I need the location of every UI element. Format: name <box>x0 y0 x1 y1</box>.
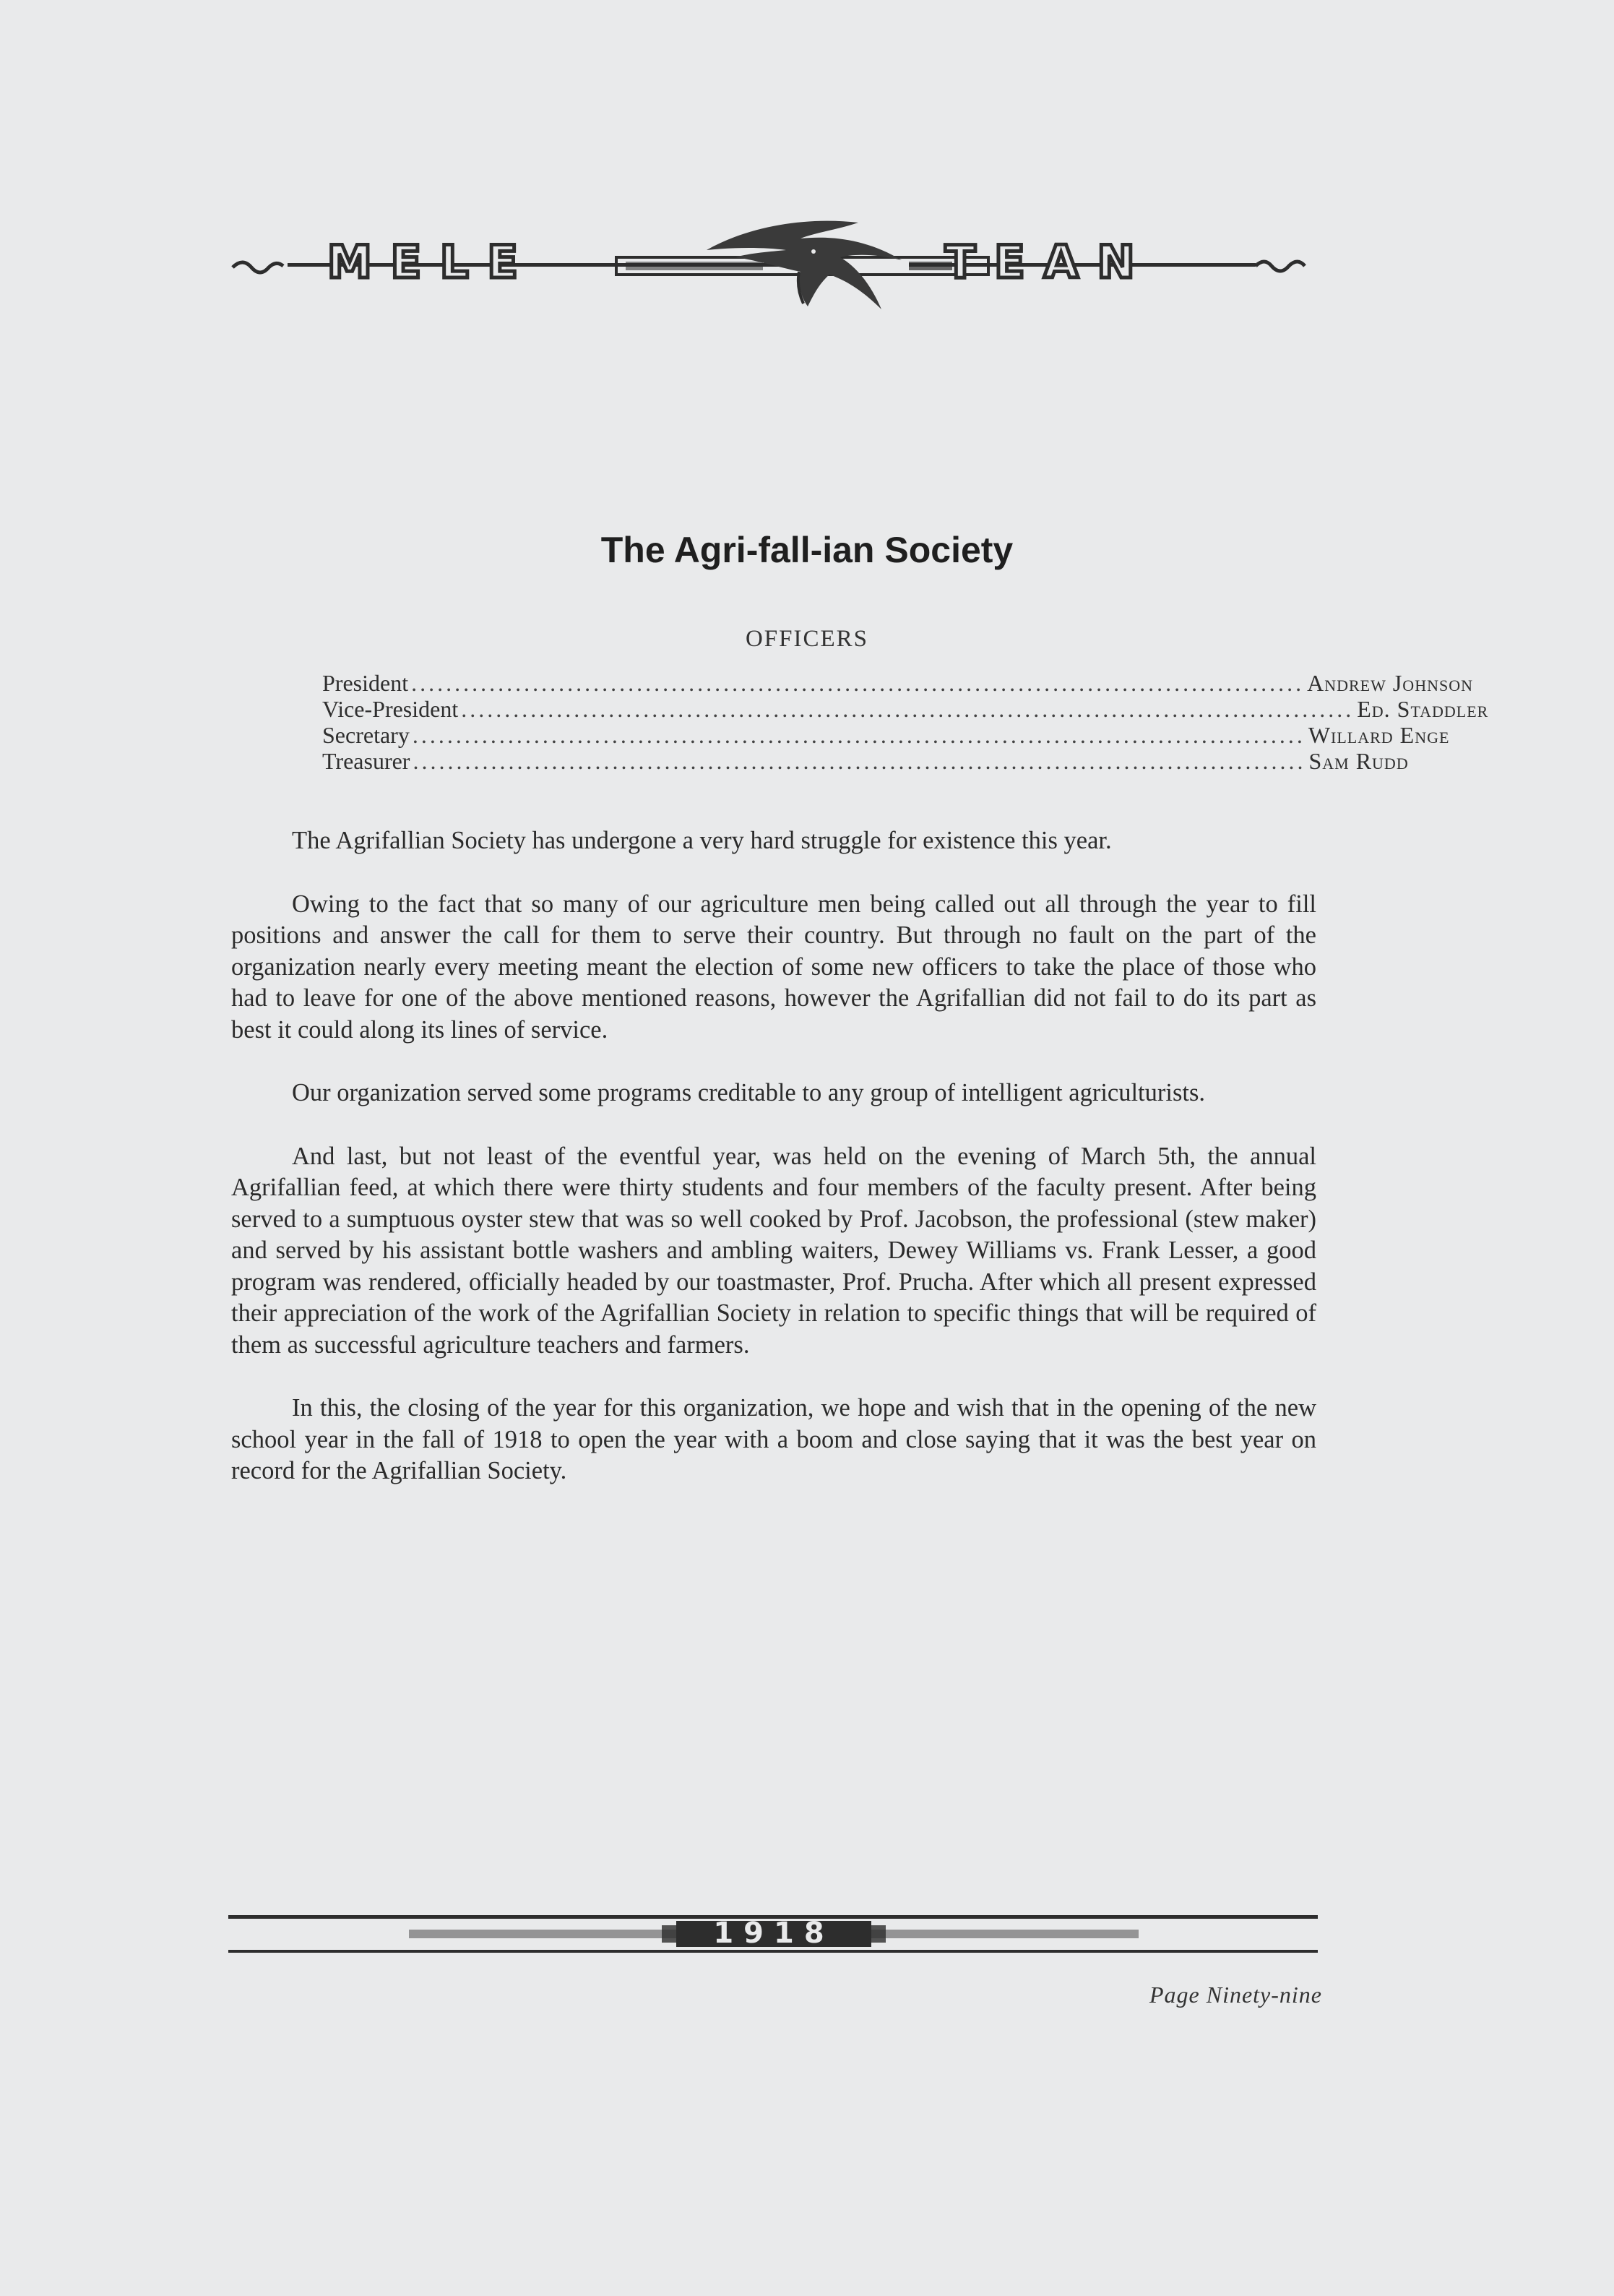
paragraph: The Agrifallian Society has undergone a very hard struggle for existence this year. <box>292 827 1112 854</box>
officer-name: Sam Rudd <box>1308 748 1409 774</box>
footer-year: 1918 <box>713 1917 834 1950</box>
page-title: The Agri-fall-ian Society <box>600 530 1014 570</box>
officer-row-president <box>322 670 1473 696</box>
officer-role: Treasurer <box>322 748 410 774</box>
officer-role: Vice-President <box>322 696 459 722</box>
paragraph: Our organization served some programs creditable to any group of intelligent agriculturists. <box>292 1079 1206 1106</box>
eagle-icon <box>692 217 938 314</box>
footer-ornament <box>228 1908 1318 1960</box>
masthead-left-word: MELE <box>327 236 537 288</box>
officers-list <box>322 670 1489 774</box>
officer-role: Secretary <box>322 722 410 748</box>
page-number: Page Ninety-nine <box>1149 1982 1322 2008</box>
officer-name: Andrew Johnson <box>1307 670 1473 696</box>
masthead-right-word: TEAN <box>945 236 1154 288</box>
officer-row-secretary <box>322 722 1450 748</box>
officer-name: Ed. Staddler <box>1357 696 1489 722</box>
officer-row-vice-president <box>322 696 1489 722</box>
paragraph: And last, but not least of the eventful year, was held on the evening of March 5th, the annual Agrifallian feed, at which there were thirty students and four members of the faculty present. After being served to a sumptuous oyster stew that was so well cooked by Prof. Jacobson, the professional (stew maker) and served by his assistant bottle washers and ambling waiters, Dewey Williams vs. Frank Lesser, a good program was rendered, officially headed by our toastmaster, Prof. Prucha. After which all present expressed their appreciation of the work of the Agrifallian Society in relation to specific things that will be required of them as successful agriculture teachers and farmers. <box>231 1142 1316 1359</box>
paragraph: Owing to the fact that so many of our agriculture men being called out all through the year to fill positions and answer the call for them to serve their country. But through no fault on the part of the organization nearly every meeting meant the election of some new officers to take the place of those who had to leave for one of the above mentioned reasons, however the Agrifallian did not fail to do its part as best it could along its lines of service. <box>231 890 1316 1044</box>
officer-role: President <box>322 670 409 696</box>
paragraph: In this, the closing of the year for this organization, we hope and wish that in the opening of the new school year in the fall of 1918 to open the year with a boom and close saying that it was the best year on record for the Agrifallian Society. <box>231 1394 1316 1484</box>
officers-heading: OFFICERS <box>745 626 869 652</box>
leader-dots: ....................................................................................................... <box>461 696 1355 722</box>
leader-dots: ....................................................................................................... <box>413 748 1306 774</box>
officer-name: Willard Enge <box>1308 722 1450 748</box>
officer-row-treasurer <box>322 748 1409 774</box>
leader-dots: ....................................................................................................... <box>412 722 1306 748</box>
article-body <box>231 825 1316 1519</box>
leader-dots: ....................................................................................................... <box>411 670 1305 696</box>
header-ornament <box>230 217 1321 325</box>
